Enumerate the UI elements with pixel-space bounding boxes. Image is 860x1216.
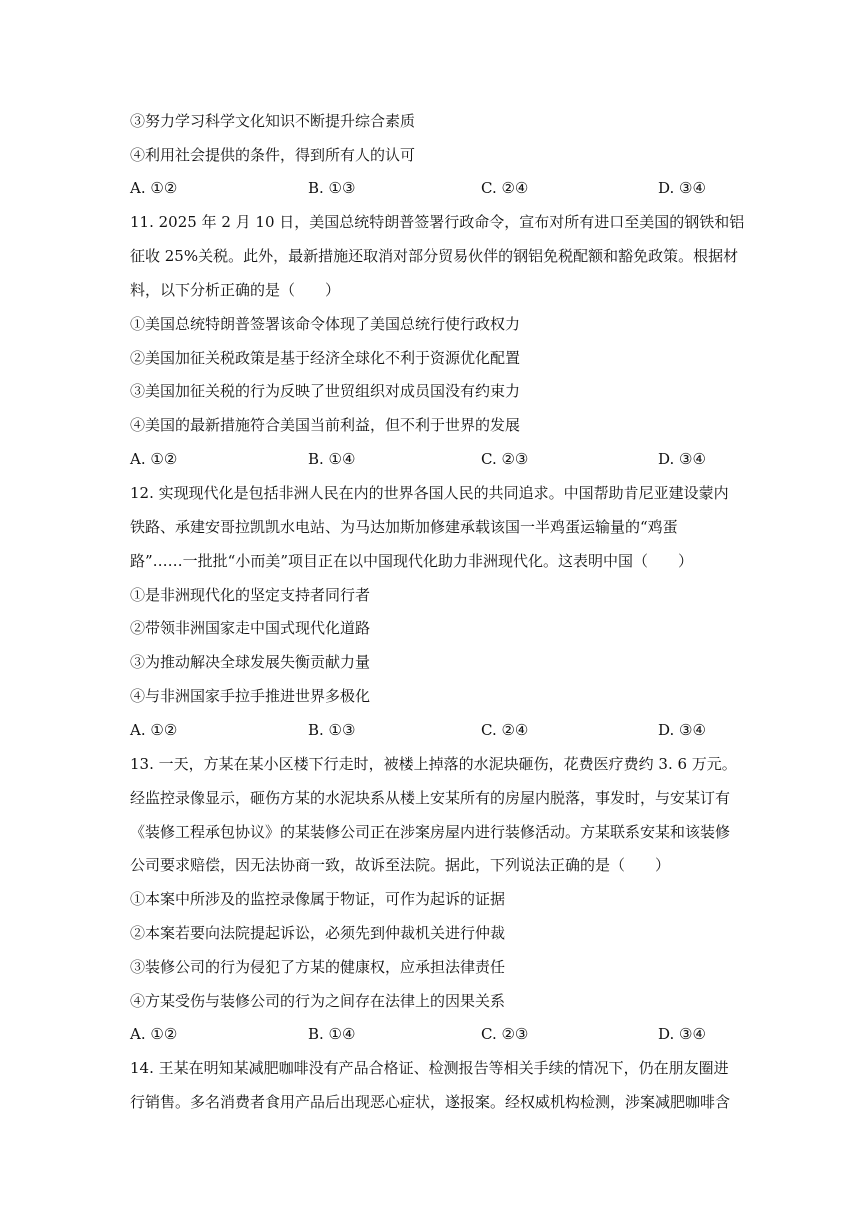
q10-option-a: A. ①② [130,179,178,197]
q13-option-d: D. ③④ [658,1025,706,1043]
q10-item-3: ③努力学习科学文化知识不断提升综合素质 [130,112,416,130]
q12-item-2: ②带领非洲国家走中国式现代化道路 [130,619,371,637]
q11-option-c: C. ②③ [481,450,529,468]
q13-stem-line-1: 13. 一天，方某在某小区楼下行走时，被楼上掉落的水泥块砸伤，花费医疗费约 3. 6 万元。 [130,755,737,773]
q13-stem-line-3: 《装修工程承包协议》的某装修公司正在涉案房屋内进行装修活动。方某联系安某和该装修 [130,823,731,841]
q12-stem-line-3: 路”……一批批“小而美”项目正在以中国现代化助力非洲现代化。这表明中国（ ） [130,552,694,570]
q13-option-b: B. ①④ [308,1025,356,1043]
q11-stem-line-3: 料，以下分析正确的是（ ） [130,281,341,299]
q10-options [130,178,730,198]
q12-item-1: ①是非洲现代化的坚定支持者同行者 [130,586,371,604]
q11-options [130,449,730,469]
q12-item-4: ④与非洲国家手拉手推进世界多极化 [130,687,371,705]
q11-item-3: ③美国加征关税的行为反映了世贸组织对成员国没有约束力 [130,382,521,400]
q13-option-c: C. ②③ [481,1025,529,1043]
q12-stem-line-1: 12. 实现现代化是包括非洲人民在内的世界各国人民的共同追求。中国帮助肯尼亚建设蒙内 [130,484,729,502]
q13-item-1: ①本案中所涉及的监控录像属于物证，可作为起诉的证据 [130,890,506,908]
q10-item-4: ④利用社会提供的条件，得到所有人的认可 [130,146,416,164]
q13-option-a: A. ①② [130,1025,178,1043]
q11-option-d: D. ③④ [658,450,706,468]
q12-item-3: ③为推动解决全球发展失衡贡献力量 [130,653,371,671]
q14-stem-line-1: 14. 王某在明知某减肥咖啡没有产品合格证、检测报告等相关手续的情况下，仍在朋友圈进 [130,1059,729,1077]
q13-item-3: ③装修公司的行为侵犯了方某的健康权，应承担法律责任 [130,958,506,976]
q11-stem-line-1: 11. 2025 年 2 月 10 日，美国总统特朗普签署行政命令，宣布对所有进口至美国的钢铁和铝 [130,213,745,231]
q12-option-b: B. ①③ [308,721,356,739]
q10-option-d: D. ③④ [658,179,706,197]
q10-option-b: B. ①③ [308,179,356,197]
q11-item-1: ①美国总统特朗普签署该命令体现了美国总统行使行政权力 [130,315,521,333]
q13-stem-line-4: 公司要求赔偿，因无法协商一致，故诉至法院。据此，下列说法正确的是（ ） [130,856,671,874]
q14-stem-line-2: 行销售。多名消费者食用产品后出现恶心症状，遂报案。经权威机构检测，涉案减肥咖啡含 [130,1093,731,1111]
q11-stem-line-2: 征收 25%关税。此外，最新措施还取消对部分贸易伙伴的钢铝免税配额和豁免政策。根据材 [130,247,739,265]
q12-option-a: A. ①② [130,721,178,739]
q13-stem-line-2: 经监控录像显示，砸伤方某的水泥块系从楼上安某所有的房屋内脱落，事发时，与安某订有 [130,789,731,807]
q11-item-4: ④美国的最新措施符合美国当前利益，但不利于世界的发展 [130,416,521,434]
q13-options [130,1024,730,1044]
q11-item-2: ②美国加征关税政策是基于经济全球化不利于资源优化配置 [130,349,521,367]
q11-option-b: B. ①④ [308,450,356,468]
q13-item-4: ④方某受伤与装修公司的行为之间存在法律上的因果关系 [130,992,506,1010]
q12-options [130,720,730,740]
q12-option-c: C. ②④ [481,721,529,739]
q12-stem-line-2: 铁路、承建安哥拉凯凯水电站、为马达加斯加修建承载该国一半鸡蛋运输量的“鸡蛋 [130,518,678,536]
q12-option-d: D. ③④ [658,721,706,739]
q10-option-c: C. ②④ [481,179,529,197]
q11-option-a: A. ①② [130,450,178,468]
q13-item-2: ②本案若要向法院提起诉讼，必须先到仲裁机关进行仲裁 [130,924,506,942]
